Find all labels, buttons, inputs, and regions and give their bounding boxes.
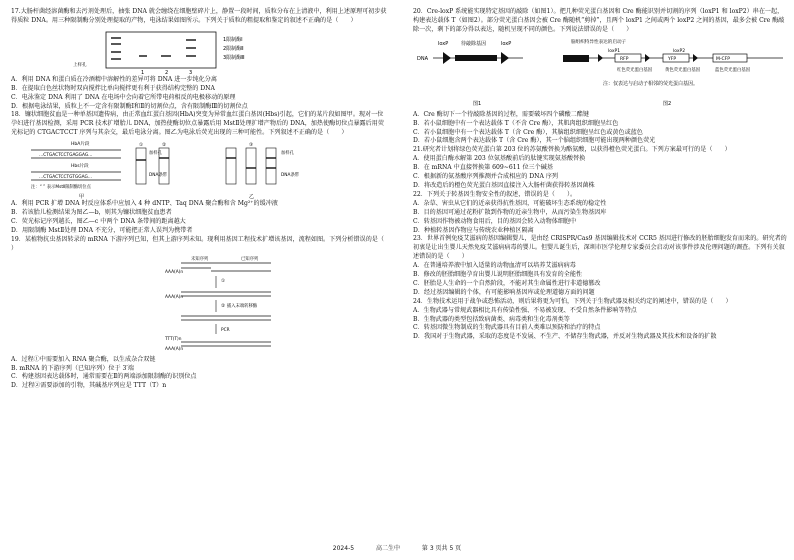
fig2-caption: 图2 (663, 100, 672, 107)
q22-option-c: C．转基因作物被动物食用后，目的基因会转入动物体细胞中 (413, 217, 577, 225)
q22-option-d: D．种植转基因作物应与传统农业种植区隔离 (413, 226, 534, 234)
pcr-label: PCR (221, 327, 230, 333)
q19-stem: 19．某植物抗虫基因转录的 mRNA 下游序列已知，但其上游序列未知。现利用基因工程技术扩增该基因，流程如图。下列分析错误的是（ ） (11, 235, 397, 252)
q18-option-c: C．荧光标记序列越长，图乙—c 中两个 DNA 条带间的距离越大 (11, 217, 186, 225)
q18-option-a: A．利用 PCR 扩增 DNA 时反应体系中应加入 4 种 dNTP、Taq DNA 聚合酶和含 Mg²⁺的缓冲液 (11, 200, 278, 208)
lane-3-label: 3 (189, 69, 193, 76)
enzyme-2-label: 2限制酶Ⅱ (223, 45, 244, 52)
q17-stem: 17.大肠杆菌经溶菌酶和去污剂处理后，抽张 DNA 就会缠绕在细胞壁碎片上，静置一段时间，质粒分布在上清液中，利用上述原理可初步获得质粒 DNA。用三种限制酶分别处理提取的产物，电泳结果如图所示。下列关于质粒的粗提取和鉴定的叙述不正确的是（ ） (11, 8, 387, 24)
page-footer (0, 543, 794, 552)
gene-rfp: RFP (620, 56, 629, 62)
q18-option-d: D．用限制酶 MstⅡ处理 DNA 不充分，可能把正常人误判为携带者 (11, 226, 193, 234)
loxp1-label: loxP1 (608, 48, 621, 54)
unknown-seq-label: 未知序列 (191, 256, 209, 262)
dna-band-label-2: DNA条带 (281, 173, 300, 179)
q17-gel-figure (11, 26, 387, 76)
footer-page: 第 3 页共 5 页 (421, 545, 462, 552)
q20-option-b: B．若小鼠细胞中有一个表达载体 T（不含 Cre 酶），其肌肉组织细胞呈红色 (413, 119, 619, 127)
cre-loxp-diagram (413, 35, 789, 111)
q24-option-a: A．生物武器与常规武器相比具有传染性强、不易被发现、不受自然条件影响等特点 (413, 306, 637, 314)
yellow-protein-label: 黄色荧光蛋白基因 (665, 67, 701, 73)
enzyme-1-label: 1限制酶Ⅰ (223, 36, 243, 43)
step-1-label: ① (221, 278, 226, 284)
gene-mcfp: M-CFP (716, 56, 730, 62)
q19-option-a: A．过程①中需要加入 RNA 聚合酶，以生成杂合双链 (11, 355, 156, 363)
hba-hbs-diagram (11, 138, 387, 200)
q19-option-c: C．构建基因表达载体时，通常需要在Ⅱ的两端添加限制酶的识别位点 (11, 373, 197, 381)
q24-option-d: D．我国对于生物武器，采取的态度是不发展、不生产、不储存生物武器，并反对生物武器及其技术和设备的扩散 (413, 333, 717, 341)
polya-tag-2: AAA(A)n (165, 294, 184, 300)
hba-label: HbA片段 (71, 142, 90, 148)
lane-2-label: 2 (165, 69, 169, 76)
q23-option-d: D．经过基因编辑的个体，有可能影响基因库或伦理道德方面的问题 (413, 288, 595, 296)
lane-3-marker: ③ (249, 143, 254, 149)
loxp-left-label: loxP (438, 40, 449, 47)
q23-option-c: C．胚胎是人生命的一个自然阶段，不能对其生命属性进行非道德篡改 (413, 279, 601, 287)
left-column (11, 8, 397, 391)
q24-option-c: C．转基因微生物制成的生物武器具有目前人类难以预防和治疗的特点 (413, 324, 601, 332)
well-label-2: 加样孔 (281, 151, 294, 157)
q17-option-a: A．利用 DNA 和蛋白质在冷酒精中溶解性的差异可将 DNA 进一步纯化分离 (11, 75, 217, 83)
hbs-sequence: …CTGACTCCTGTGGAG… (39, 175, 93, 181)
q21-option-d: D．将改造后的橙色荧光蛋白基因直接注入大肠杆菌获得转基因菌株 (413, 181, 595, 189)
lane-1-marker: ① (139, 143, 144, 149)
q17-option-b: B．在提取白色丝状物时双向搅拌比单向搅拌更有利于获得结构完整的 DNA (11, 84, 215, 92)
well-label-1: 加样孔 (149, 151, 162, 157)
gel-electrophoresis-diagram (11, 26, 387, 76)
right-column (413, 8, 789, 342)
lane-1-label: 1 (141, 69, 145, 76)
promoter-label: 脑组织特异性表达的启动子 (571, 39, 627, 45)
sample-well-label: 上样孔 (73, 62, 87, 68)
q23-option-a: A．在普通培养液中加入适量的动物血清可以培养艾滋病病毒 (413, 262, 576, 270)
q21-option-b: B．在 mRNA 中直接替换第 609~611 位三个碱基 (413, 164, 553, 172)
q21-stem: 21.研究者计划将绿色荧光蛋白第 203 位的苏氨酸替换为酪氨酸，以获得橙色荧光蛋白。下列方案最可行的是（ ） (413, 146, 731, 154)
insert-enzyme-label: 插入末端转移酶 (227, 303, 258, 309)
q20-option-c: C．若小鼠细胞中有一个表达载体 T（含 Cre 酶），其脑组织细胞呈红色或黄色或蓝色 (413, 128, 643, 136)
lane-2-marker: ② (162, 143, 167, 149)
q22-option-b: B．目的基因可通过花粉扩散到作物的近亲生物中，从而污染生物基因库 (413, 208, 607, 216)
q17-option-c: C．电泳鉴定 DNA 利用了 DNA 在电场中会向着它所带电荷相反的电极移动的原理 (11, 93, 236, 101)
q22-stem: 22．下列关于转基因生物安全性的叙述，错误的是（ ）。 (413, 190, 577, 198)
q23-option-b: B．修改的胚胎细胞孕育出婴儿说明胚胎细胞具有发育的全能性 (413, 271, 583, 279)
footer-grade: 高二生中 (375, 545, 400, 552)
caption-b: 乙 (249, 194, 255, 201)
q18-stem: 18．镰状细胞贫血是一种单基因遗传病，由正常血红蛋白基因(HbA)突变为异常血红蛋白基因(Hbs)引起，它们的某片段如图甲。现对一位孕妇进行基因检测，采用 PCR 技术扩增胎儿 DNA，加热使酶切位点暴露后用 MstⅡ处理扩增产物后的 DNA，加热使酶切位点暴露后用荧光标记的 CTGACTCCT 序列与其杂交，最后电泳分离。图乙为电泳后荧光出现的三种可能性。下列叙述不正确的是（ ） (11, 111, 384, 137)
dna-label: DNA (417, 55, 429, 62)
polya-tag-1: AAA(A)n (165, 269, 184, 275)
hbs-label: Hbs片段 (71, 164, 89, 170)
enzyme-3-label: 3限制酶Ⅲ (223, 54, 245, 61)
q21-option-a: A．使用蛋白酶水解第 203 位氨基酸前后的肽键实现氨基酸替换 (413, 155, 586, 163)
q23-stem: 23．世界首例免疫艾滋病的基因编辑婴儿，是由经 CRISPR/Cas9 基因编辑技术对 CCR5 基因进行修改的胚胎细胞发育而来的。研究者的初衷是让出生婴儿天然免疫艾滋病病毒的婴儿。但婴儿诞生后，深圳市医学伦理专家委员会启动对该事件涉及伦理问题的调查。下列有关叙述错误的是（ ） (413, 235, 787, 261)
known-seq-label: 已知序列 (241, 256, 259, 262)
q19-option-b: B. mRNA 的下游序列（已知序列）位于 3′端 (11, 364, 134, 372)
q18-figure (11, 138, 387, 200)
q17-option-d: D．根据电泳结果，质粒上不一定含有限制酶Ⅰ和Ⅱ的切割位点，含有限制酶Ⅲ的切割位点 (11, 102, 248, 110)
loxp2-label: loxP2 (673, 48, 686, 54)
blue-protein-label: 蓝色荧光蛋白基因 (715, 67, 751, 73)
loxp-right-label: loxP (501, 40, 512, 47)
knockout-gene-label: 待敲除基因 (461, 40, 487, 47)
primer-label: TTT(T)n (165, 336, 182, 342)
dna-band-label-1: DNA条带 (149, 173, 168, 179)
q19-option-d: D．过程②需要添加的引物，其碱基序列应是 TTT（T）n (11, 382, 167, 390)
q24-stem: 24．生物技术运用于战争或恐怖活动，则后果将更为可怕，下列关于生物武器及相关约定的阐述中，错误的是（ ） (413, 297, 732, 305)
mst-note: 注：“ ” 表示MstⅡ限制酶切位点 (31, 185, 91, 191)
fig2-note: 注：仅表达与启动子相邻的荧光蛋白基因。 (603, 80, 699, 87)
q20-option-a: A．Cre 酶切下一个待敲除基因的过程，需要破坏四个磷酸二酯键 (413, 110, 589, 118)
q20-option-d: D．若小鼠细胞含两个表达载体 T（含 Cre 酶），其一个脑组织细胞可能出现两种颜色荧光 (413, 137, 656, 145)
hba-sequence: …CTGACTCCTGAGGAG… (39, 153, 93, 159)
q20-figure (413, 35, 789, 111)
step-2-label: ② (221, 303, 226, 309)
q21-option-c: C．根据新的氨基酸序列推测并合成相应的 DNA 序列 (413, 173, 559, 181)
gene-yfp: YFP (668, 56, 677, 62)
gene-amplification-flowchart (11, 254, 387, 356)
q18-option-b: B．若该胎儿检测结果为图乙—b，则其为镰状细胞贫血患者 (11, 209, 172, 217)
fig1-caption: 图1 (473, 100, 482, 107)
q24-option-b: B．生物武器的类型包括致病菌类、病毒类和生化毒剂类等 (413, 315, 570, 323)
q19-figure (11, 254, 387, 356)
q22-option-a: A．杂草、害虫从它们的近亲获得抗性基因，可能破坏生态系统的稳定性 (413, 199, 607, 207)
caption-a: 甲 (79, 194, 85, 201)
q20-stem: 20．Cre-loxP 系统能实现特定基因的敲除（如图1）。把几种荧光蛋白基因和 Cre 酶能识别并切割的序列（loxP1 和 loxP2）串在一起，构建表达载体 T（如图2）。部分荧光蛋白基因会被 Cre 酶随机“剪掉”，且两个 loxP1 之间或两个 loxP2 之间的基因，最多会被 Cre 酶敲除一次，剩下的部分得以表达，随机呈现不同的颜色。下列说法错误的是（ ） (413, 8, 785, 33)
footer-date: 2024-5 (332, 545, 355, 552)
red-protein-label: 红色荧光蛋白基因 (617, 67, 653, 73)
polya-tag-3: AAA(A)n (165, 346, 184, 352)
